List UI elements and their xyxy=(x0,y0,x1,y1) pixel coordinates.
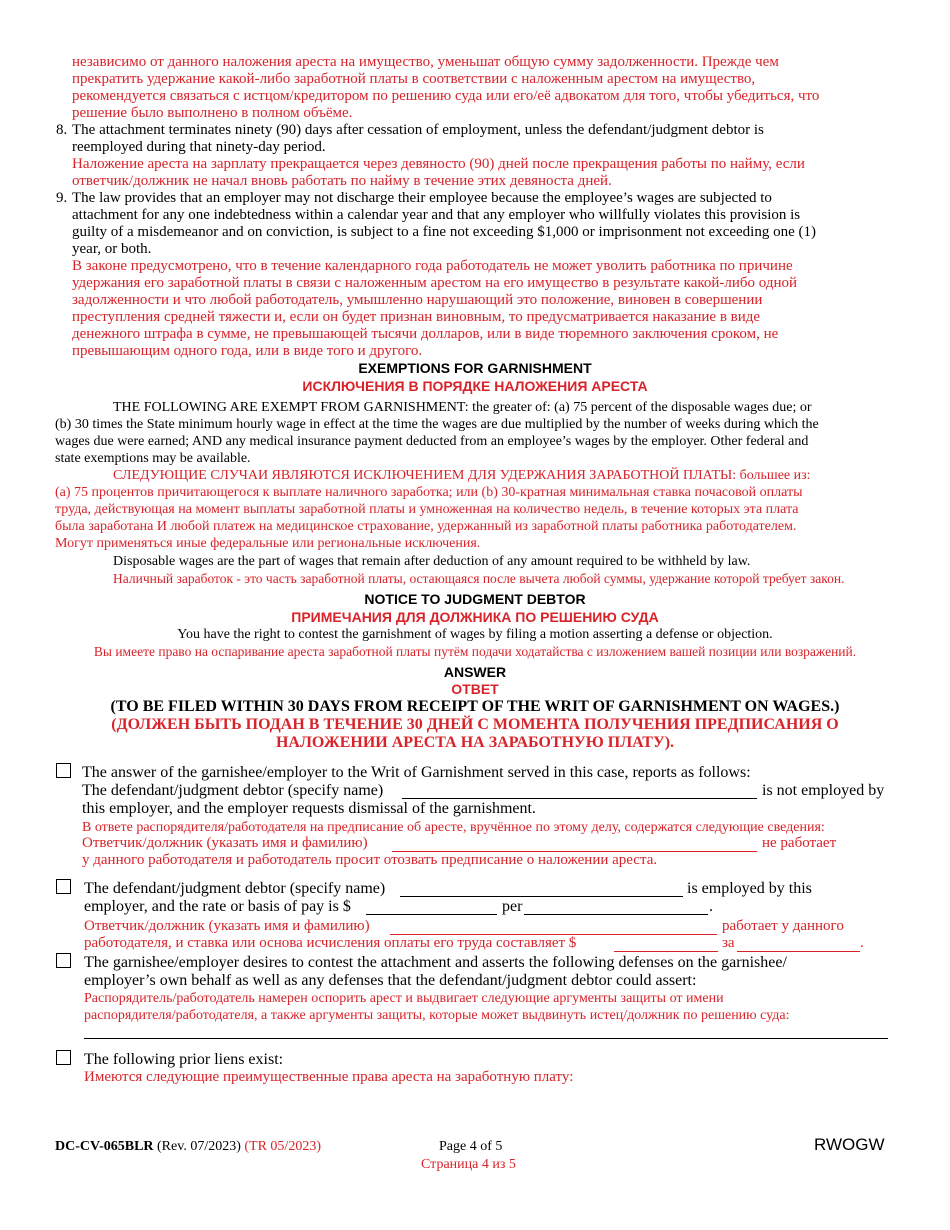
footer-form-id xyxy=(55,1138,321,1155)
disposable-wages-en: Disposable wages are the part of wages that remain after deduction of any amount required to be withheld by law. xyxy=(113,554,751,569)
item-9-en-line-3: guilty of a misdemeanor and on conviction, is subject to a fine not exceeding $1,000 or imprisonment not exceeding one (1) xyxy=(72,224,816,240)
answer-subtitle-en: (TO BE FILED WITHIN 30 DAYS FROM RECEIPT OF THE WRIT OF GARNISHMENT ON WAGES.) xyxy=(110,698,840,715)
item-9-en-line-4: year, or both. xyxy=(72,241,152,257)
disposable-wages-ru: Наличный заработок - это часть заработной платы, остающаяся после вычета любой суммы, удержание которой требует закон. xyxy=(113,571,845,586)
notice-title-ru: ПРИМЕЧАНИЯ ДЛЯ ДОЛЖНИКА ПО РЕШЕНИЮ СУДА xyxy=(291,609,659,625)
option-2-en-per: per xyxy=(502,898,523,915)
item-9-ru-line-1: В законе предусмотрено, что в течение календарного года работодатель не может уволить работника по причине xyxy=(72,258,793,274)
exemptions-title-ru: ИСКЛЮЧЕНИЯ В ПОРЯДКЕ НАЛОЖЕНИЯ АРЕСТА xyxy=(302,378,648,394)
item-9-ru-line-3: задолженности и что любой работодатель, умышленно нарушающий это положение, виновен в совершении xyxy=(72,292,763,308)
item-9-ru-line-4: преступления средней тяжести и, если он будет признан виновным, то предусматривается наказание в виде xyxy=(72,309,761,325)
notice-ru: Вы имеете право на оспаривание ареста заработной платы путём подачи ходатайства с изложением вашей позиции или возражений. xyxy=(93,644,857,659)
employed-checkbox[interactable] xyxy=(56,879,71,894)
option-3-en-line-1: The garnishee/employer desires to contest the attachment and asserts the following defenses on the garnishee/ xyxy=(84,954,787,971)
option-1-ru-line-1: В ответе распорядителя/работодателя на предписание об аресте, вручённое по этому делу, содержатся следующие сведения: xyxy=(82,820,825,835)
item-9-ru-line-6: превышающим одного года, или в виде того и другого. xyxy=(72,343,423,359)
answer-title-ru: ОТВЕТ xyxy=(451,681,499,697)
form-id: DC-CV-065BLR xyxy=(55,1139,154,1154)
employed-name-field[interactable] xyxy=(400,896,683,897)
exemptions-en-line-3: wages due were earned; AND any medical insurance payment deducted from an employee’s wages by the employer. Other federal and xyxy=(55,434,809,449)
exemptions-ru-line-2: (a) 75 процентов причитающегося к выплате наличного заработка; или (b) 30-кратная минимальная ставка почасовой оплаты xyxy=(55,485,803,500)
item-9-en-line-1: The law provides that an employer may not discharge their employee because the employee’s wages are subjected to xyxy=(72,190,772,206)
notice-title-en: NOTICE TO JUDGMENT DEBTOR xyxy=(364,591,586,607)
footer-page-ru: Страница 4 из 5 xyxy=(421,1157,516,1172)
exemptions-title-en: EXEMPTIONS FOR GARNISHMENT xyxy=(358,360,592,376)
option-2-en-name-label: The defendant/judgment debtor (specify name) xyxy=(84,880,386,897)
answer-title-en: ANSWER xyxy=(443,664,507,680)
option-2-ru-name-label: Ответчик/должник (указать имя и фамилию) xyxy=(84,918,370,934)
pay-period-field[interactable] xyxy=(524,914,708,915)
footer-form-code: RWOGW xyxy=(814,1135,885,1154)
answer-subtitle-ru-1: (ДОЛЖЕН БЫТЬ ПОДАН В ТЕЧЕНИЕ 30 ДНЕЙ С МОМЕНТА ПОЛУЧЕНИЯ ПРЕДПИСАНИЯ О xyxy=(111,716,839,733)
option-1-ru-line-3: у данного работодателя и работодатель просит отозвать предписание о наложении ареста. xyxy=(82,852,658,868)
option-1-ru-name-label: Ответчик/должник (указать имя и фамилию) xyxy=(82,835,368,851)
option-2-en-employed: is employed by this xyxy=(687,880,812,897)
pay-rate-field-ru xyxy=(614,951,718,952)
item-8-number: 8. xyxy=(56,122,68,138)
exemptions-ru-line-4: была заработана И любой платеж на медицинское страхование, удержанный из заработной платы работника работодателем. xyxy=(55,519,797,534)
defenses-field[interactable] xyxy=(84,1038,888,1039)
not-employed-checkbox[interactable] xyxy=(56,763,71,778)
item-8-ru-line-1: Наложение ареста на зарплату прекращается через девяносто (90) дней после прекращения работы по найму, если xyxy=(72,156,805,172)
item-9-ru-line-5: денежного штрафа в сумме, не превышающей тысячи долларов, или в виде тюремного заключения сроком, не xyxy=(72,326,779,342)
pay-rate-field[interactable] xyxy=(366,914,497,915)
form-translation-revision: (TR 05/2023) xyxy=(244,1139,321,1154)
intro-ru-line-2: прекратить удержание какой-либо заработной платы в соответствии с наложенным арестом на имущество, xyxy=(72,71,756,87)
exemptions-ru-line-5: Могут применяться иные федеральные или региональные исключения. xyxy=(55,536,481,551)
contest-checkbox[interactable] xyxy=(56,953,71,968)
option-2-ru-employed: работает у данного xyxy=(722,918,844,934)
option-2-ru-period: . xyxy=(860,935,864,951)
exemptions-ru-line-1: СЛЕДУЮЩИЕ СЛУЧАИ ЯВЛЯЮТСЯ ИСКЛЮЧЕНИЕМ ДЛЯ УДЕРЖАНИЯ ЗАРАБОТНОЙ ПЛАТЫ: большее из: xyxy=(113,468,811,483)
option-2-en-period: . xyxy=(709,898,713,915)
option-2-en-rate-label: employer, and the rate or basis of pay is $ xyxy=(84,898,351,915)
option-3-en-line-2: employer’s own behalf as well as any defenses that the defendant/judgment debtor could assert: xyxy=(84,972,697,989)
option-3-ru-line-1: Распорядитель/работодатель намерен оспорить арест и выдвигает следующие аргументы защиты от имени xyxy=(84,991,724,1006)
footer-page-en: Page 4 of 5 xyxy=(439,1139,503,1154)
item-8-ru-line-2: ответчик/должник не начал вновь работать по найму в течение этих девяноста дней. xyxy=(72,173,612,189)
item-8-en-line-2: reemployed during that ninety-day period. xyxy=(72,139,326,155)
option-4-en: The following prior liens exist: xyxy=(84,1051,284,1068)
option-1-en-not-employed: is not employed by xyxy=(762,782,885,799)
option-1-en-name-label: The defendant/judgment debtor (specify name) xyxy=(82,782,384,799)
pay-period-field-ru xyxy=(737,951,860,952)
form-revision: (Rev. 07/2023) xyxy=(157,1139,241,1154)
item-9-ru-line-2: удержания его заработной платы в связи с наложенным арестом на его имущество в результате какой-либо одной xyxy=(72,275,798,291)
intro-ru-line-1: независимо от данного наложения ареста на имущество, уменьшат общую сумму задолженности. Прежде чем xyxy=(72,54,779,70)
option-1-ru-not-employed: не работает xyxy=(762,835,837,851)
option-4-ru: Имеются следующие преимущественные права ареста на заработную плату: xyxy=(84,1069,574,1085)
intro-ru-line-4: решение было выполнено в полном объёме. xyxy=(72,105,353,121)
item-9-number: 9. xyxy=(56,190,68,206)
answer-subtitle-ru-2: НАЛОЖЕНИИ АРЕСТА НА ЗАРАБОТНУЮ ПЛАТУ). xyxy=(275,734,675,751)
item-9-en-line-2: attachment for any one indebtedness within a calendar year and that any employer who willfully violates this provision is xyxy=(72,207,801,223)
option-1-en-line-1: The answer of the garnishee/employer to the Writ of Garnishment served in this case, reports as follows: xyxy=(82,764,751,781)
option-2-ru-rate-label: работодателя, и ставка или основа исчисления оплаты его труда составляет $ xyxy=(84,935,577,951)
prior-liens-checkbox[interactable] xyxy=(56,1050,71,1065)
option-1-en-line-3: this employer, and the employer requests dismissal of the garnishment. xyxy=(82,800,536,817)
item-8-en-line-1: The attachment terminates ninety (90) days after cessation of employment, unless the defendant/judgment debtor is xyxy=(72,122,764,138)
intro-ru-line-3: рекомендуется связаться с истцом/кредитором по решению суда или его/её адвокатом для того, чтобы убедиться, что xyxy=(72,88,820,104)
exemptions-en-line-4: state exemptions may be available. xyxy=(55,451,251,466)
option-3-ru-line-2: распорядителя/работодателя, а также аргументы защиты, которые может выдвинуть истец/должник по решению суда: xyxy=(84,1008,790,1023)
option-2-ru-per: за xyxy=(722,935,735,951)
exemptions-en-line-2: (b) 30 times the State minimum hourly wage in effect at the time the wages are due multiplied by the number of weeks during which the xyxy=(55,417,819,432)
not-employed-name-field[interactable] xyxy=(402,798,757,799)
exemptions-en-line-1: THE FOLLOWING ARE EXEMPT FROM GARNISHMENT: the greater of: (a) 75 percent of the disposable wages due; or xyxy=(113,400,812,415)
notice-en: You have the right to contest the garnishment of wages by filing a motion asserting a defense or objection. xyxy=(177,627,773,642)
exemptions-ru-line-3: труда, действующая на момент выплаты заработной платы и умноженная на количество недель, в течение которых эта плата xyxy=(55,502,799,517)
